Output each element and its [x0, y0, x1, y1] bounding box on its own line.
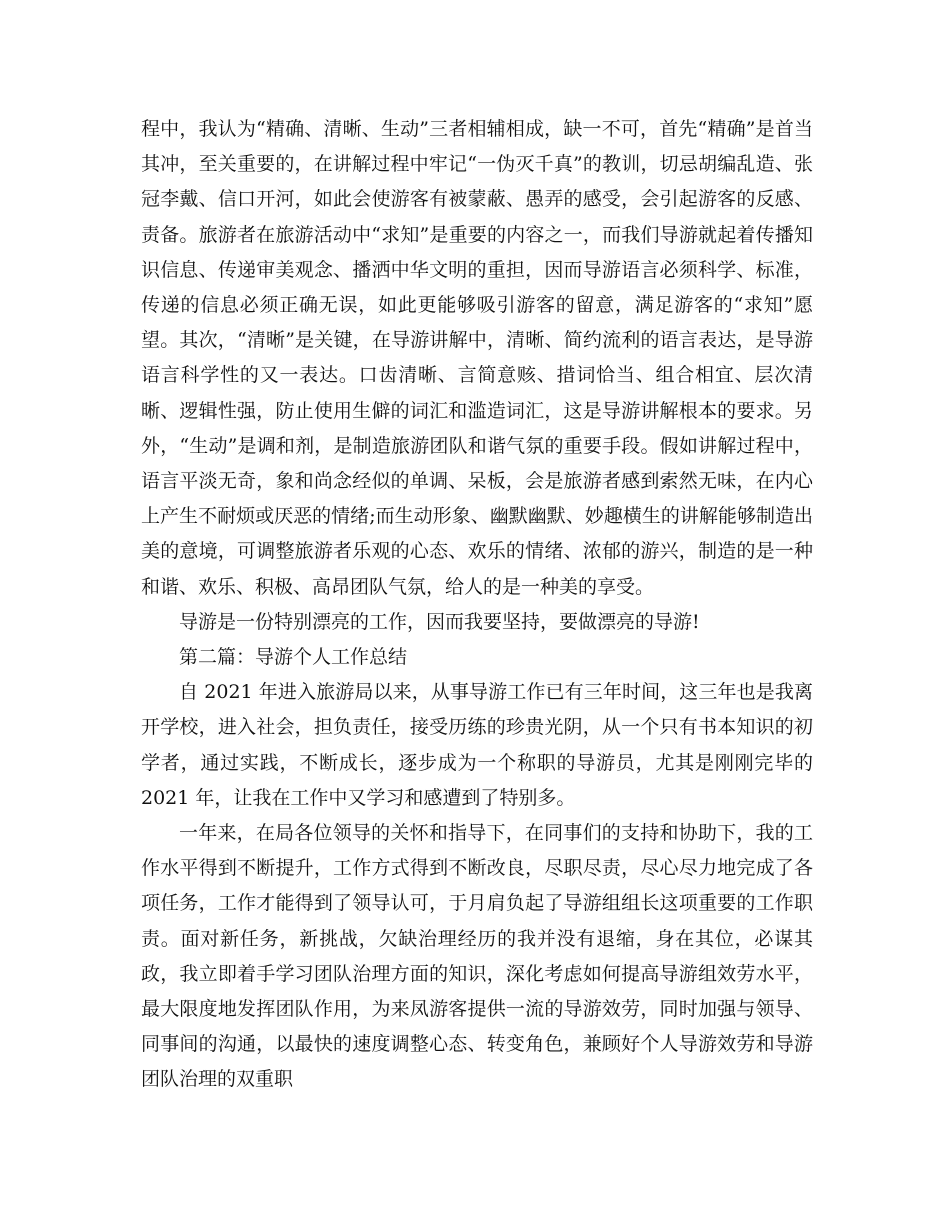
section-heading-second-article: 第二篇：导游个人工作总结 [179, 646, 408, 669]
paragraph-tour-guide-language: 程中，我认为“精确、清晰、生动”三者相辅相成，缺一不可，首先“精确”是首当其冲，至关重要的，在讲解过程中牢记“一伪灭千真”的教训，切忌胡编乱造、张冠李戴、信口开河，如此会使游客有被蒙蔽、愚弄的感受，会引起游客的反感、责备。旅游者在旅游活动中“求知”是重要的内容之一，而我们导游就起着传播知识信息、传递审美观念、播洒中华文明的重担，因而导游语言必须科学、标准，传递的信息必须正确无误，如此更能够吸引游客的留意，满足游客的“求知”愿望。其次，“清晰”是关键，在导游讲解中，清晰、简约流利的语言表达，是导游语言科学性的又一表达。口齿清晰、言简意赅、措词恰当、组合相宜、层次清晰、逻辑性强，防止使用生僻的词汇和滥造词汇，这是导游讲解根本的要求。另外，“生动”是调和剂，是制造旅游团队和谐气氛的重要手段。假如讲解过程中，语言平淡无奇，象和尚念经似的单调、呆板，会是旅游者感到索然无味，在内心上产生不耐烦或厌恶的情绪;而生动形象、幽默幽默、妙趣横生的讲解能够制造出美的意境，可调整旅游者乐观的心态、欢乐的情绪、浓郁的游兴，制造的是一种和谐、欢乐、积极、高昂团队气氛，给人的是一种美的享受。 [141, 118, 813, 598]
document-body [141, 112, 813, 1098]
paragraph-beautiful-work: 导游是一份特别漂亮的工作，因而我要坚持，要做漂亮的导游! [179, 610, 700, 633]
paragraph-one-year: 一年来，在局各位领导的关怀和指导下，在同事们的支持和协助下，我的工作水平得到不断提升，工作方式得到不断改良，尽职尽责，尽心尽力地完成了各项任务，工作才能得到了领导认可，于月肩负起了导游组组长这项重要的工作职责。面对新任务，新挑战，欠缺治理经历的我并没有退缩，身在其位，必谋其政，我立即着手学习团队治理方面的知识，深化考虑如何提高导游组效劳水平，最大限度地发挥团队作用，为来凤游客提供一流的导游效劳，同时加强与领导、同事间的沟通，以最快的速度调整心态、转变角色，兼顾好个人导游效劳和导游团队治理的双重职 [141, 822, 813, 1091]
paragraph-three-years: 自 2021 年进入旅游局以来，从事导游工作已有三年时间，这三年也是我离开学校，进入社会，担负责任，接受历练的珍贵光阴，从一个只有书本知识的初学者，通过实践，不断成长，逐步成为一个称职的导游员，尤其是刚刚完毕的 2021 年，让我在工作中又学习和感遭到了特别多。 [141, 681, 813, 809]
